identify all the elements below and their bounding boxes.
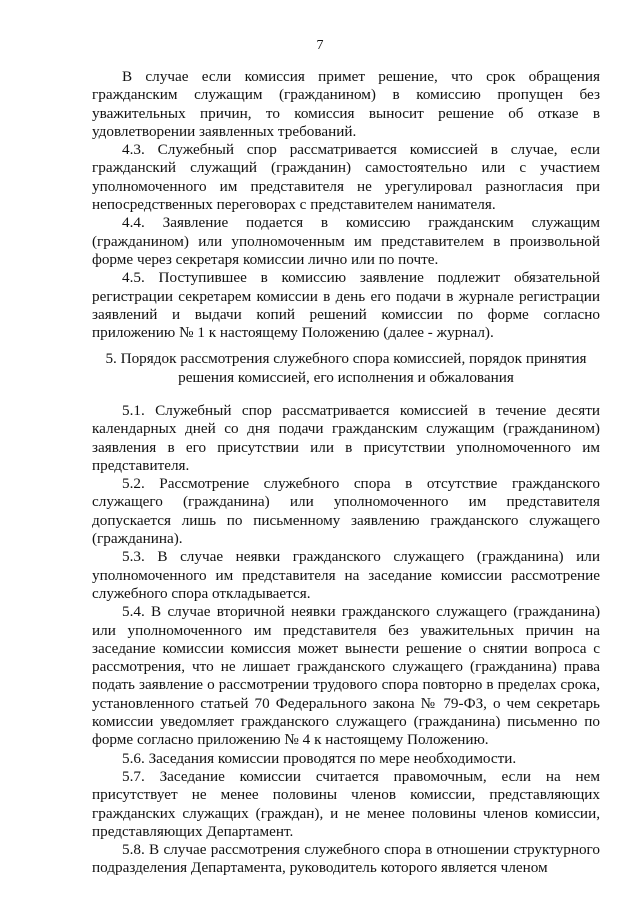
paragraph-5-2: 5.2. Рассмотрение служебного спора в отсутствие гражданского служащего (гражданина) или уполномоченного им представителя допускается лишь по письменному заявлению гражданского служащего (гражданина).	[92, 475, 600, 548]
paragraphs-bottom	[92, 402, 600, 878]
paragraph-4-5: 4.5. Поступившее в комиссию заявление подлежит обязательной регистрации секретарем комиссии в день его подачи в журнале регистрации заявлений и выдачи копий решений комиссии по форме согласно приложению № 1 к настоящему Положению (далее - журнал).	[92, 269, 600, 342]
section-heading: 5. Порядок рассмотрения служебного спора комиссией, порядок принятия решения комиссией, его исполнения и обжалования	[105, 350, 587, 386]
page-number: 7	[316, 38, 324, 53]
paragraph-5-6: 5.6. Заседания комиссии проводятся по мере необходимости.	[122, 749, 517, 767]
paragraph-5-8: 5.8. В случае рассмотрения служебного спора в отношении структурного подразделения Департамента, руководитель которого является членом	[92, 841, 600, 877]
paragraphs-top	[92, 68, 600, 342]
paragraph-4-3: 4.3. Служебный спор рассматривается комиссией в случае, если гражданский служащий (гражданин) самостоятельно или с участием уполномоченного им представителя не урегулировал разногласия при непосредственных переговорах с представителем нанимателя.	[92, 141, 600, 214]
paragraph-5-7: 5.7. Заседание комиссии считается правомочным, если на нем присутствует не менее половины членов комиссии, представляющих гражданских служащих (граждан), и не менее половины членов комиссии, представляющих Департамент.	[92, 767, 600, 840]
paragraph-4-4: 4.4. Заявление подается в комиссию гражданским служащим (гражданином) или уполномоченным им представителем в произвольной форме через секретаря комиссии лично или по почте.	[92, 214, 600, 268]
paragraph-5-1: 5.1. Служебный спор рассматривается комиссией в течение десяти календарных дней со дня подачи гражданским служащим (гражданином) заявления в его присутствии или в присутствии уполномоченного им представителя.	[92, 402, 600, 474]
paragraph-4-2-cont: В случае если комиссия примет решение, что срок обращения гражданским служащим (гражданином) в комиссию пропущен без уважительных причин, то комиссия выносит решение об отказе в удовлетворении заявленных требований.	[92, 68, 600, 140]
paragraph-5-4: 5.4. В случае вторичной неявки гражданского служащего (гражданина) или уполномоченного им представителя без уважительных причин на заседание комиссии комиссия может вынести решение о снятии вопроса с рассмотрения, что не лишает гражданского служащего (гражданина) права подать заявление о рассмотрении трудового спора повторно в пределах срока, установленного статьей 70 Федерального закона № 79-ФЗ, о чем секретарь комиссии уведомляет гражданского служащего (гражданина) письменно по форме согласно приложению № 4 к настоящему Положению.	[92, 603, 600, 749]
paragraph-5-3: 5.3. В случае неявки гражданского служащего (гражданина) или уполномоченного им представителя на заседание комиссии рассмотрение служебного спора откладывается.	[92, 548, 600, 602]
